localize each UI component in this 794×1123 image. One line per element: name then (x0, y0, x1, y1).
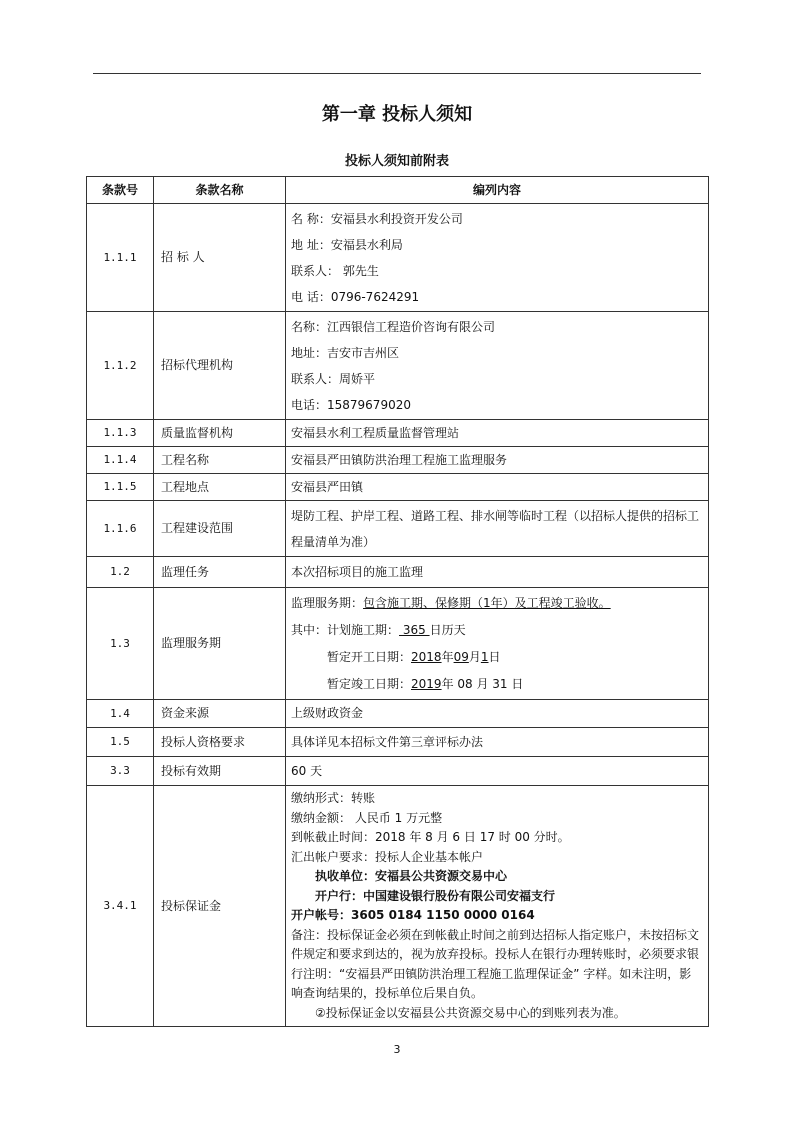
tenderer-phone: 电 话：0796-7624291 (291, 289, 420, 304)
tenderer-address: 地 址：安福县水利局 (291, 237, 403, 252)
instructions-table (86, 176, 709, 1027)
clause-no: 3.4.1 (87, 786, 154, 1027)
clause-content: 具体详见本招标文件第三章评标办法 (286, 728, 709, 757)
table-row (87, 204, 709, 312)
deposit-note-2: ②投标保证金以安福县公共资源交易中心的到账列表为准。 (315, 1005, 626, 1020)
page-number: 3 (393, 1043, 401, 1056)
clause-content: 60 天 (286, 757, 709, 786)
clause-name: 监理任务 (154, 557, 286, 588)
clause-content: 上级财政资金 (286, 700, 709, 728)
construction-period-line: 其中：计划施工期： 365 日历天 (291, 622, 466, 637)
clause-no: 1.5 (87, 728, 154, 757)
clause-no: 1.1.2 (87, 312, 154, 420)
clause-name: 招标代理机构 (154, 312, 286, 420)
clause-name: 工程建设范围 (154, 501, 286, 557)
clause-name: 招 标 人 (154, 204, 286, 312)
table-row (87, 420, 709, 447)
table-title: 投标人须知前附表 (344, 154, 449, 169)
clause-name: 投标有效期 (154, 757, 286, 786)
agency-phone: 电话：15879679020 (291, 397, 411, 412)
agency-address: 地址：吉安市吉州区 (291, 345, 400, 360)
table-row (87, 501, 709, 557)
table-row (87, 474, 709, 501)
clause-no: 1.1.3 (87, 420, 154, 447)
clause-content (286, 312, 709, 420)
header-rule (93, 73, 701, 74)
receiving-unit: 执收单位：安福县公共资源交易中心 (315, 869, 508, 883)
table-row (87, 312, 709, 420)
start-date-line: 暂定开工日期：2018年09月1日 (327, 649, 501, 664)
bank-name: 开户行：中国建设银行股份有限公司安福支行 (315, 888, 556, 903)
payment-amount: 缴纳金额： 人民币 1 万元整 (291, 810, 443, 825)
clause-no: 1.1.6 (87, 501, 154, 557)
payment-method: 缴纳形式：转账 (291, 791, 376, 805)
table-row (87, 447, 709, 474)
clause-name: 质量监督机构 (154, 420, 286, 447)
clause-no: 1.1.5 (87, 474, 154, 501)
clause-name: 监理服务期 (154, 588, 286, 700)
service-period-line: 监理服务期：包含施工期、保修期（1年）及工程竣工验收。 (291, 595, 611, 610)
clause-content: 本次招标项目的施工监理 (286, 557, 709, 588)
table-row (87, 728, 709, 757)
end-date-line: 暂定竣工日期：2019年 08 月 31 日 (327, 676, 524, 691)
clause-content (286, 786, 709, 1027)
header-clause-name: 条款名称 (154, 177, 286, 204)
table-header-row (87, 177, 709, 204)
header-clause-no: 条款号 (87, 177, 154, 204)
clause-content: 安福县水利工程质量监督管理站 (286, 420, 709, 447)
clause-no: 1.2 (87, 557, 154, 588)
payment-deadline: 到帐截止时间：2018 年 8 月 6 日 17 时 00 分时。 (291, 830, 570, 844)
agency-contact: 联系人：周娇平 (291, 371, 376, 386)
chapter-title: 第一章 投标人须知 (321, 104, 473, 125)
clause-no: 1.4 (87, 700, 154, 728)
table-row (87, 786, 709, 1027)
agency-name: 名称：江西银信工程造价咨询有限公司 (291, 319, 496, 334)
clause-no: 1.1.1 (87, 204, 154, 312)
deposit-note: 备注：投标保证金必须在到帐截止时间之前到达招标人指定账户，未按招标文件规定和要求到达的，视为放弃投标。投标人在银行办理转账时，必须要求银行注明：“安福县严田镇防洪治理工程施工监理保证金” 字样。如未注明，影响查询结果的，投标单位后果自负。 (291, 927, 700, 1000)
table-row (87, 588, 709, 700)
clause-content: 堤防工程、护岸工程、道路工程、排水闸等临时工程（以招标人提供的招标工程量清单为准） (286, 501, 709, 557)
clause-content: 安福县严田镇防洪治理工程施工监理服务 (286, 447, 709, 474)
clause-content (286, 588, 709, 700)
clause-content: 安福县严田镇 (286, 474, 709, 501)
clause-name: 投标保证金 (154, 786, 286, 1027)
clause-content (286, 204, 709, 312)
table-row (87, 757, 709, 786)
clause-no: 1.1.4 (87, 447, 154, 474)
clause-name: 工程地点 (154, 474, 286, 501)
table-row (87, 700, 709, 728)
table-row (87, 557, 709, 588)
clause-no: 1.3 (87, 588, 154, 700)
clause-name: 工程名称 (154, 447, 286, 474)
account-requirement: 汇出帐户要求：投标人企业基本帐户 (291, 849, 484, 864)
tenderer-name: 名 称：安福县水利投资开发公司 (291, 211, 463, 226)
clause-name: 投标人资格要求 (154, 728, 286, 757)
clause-name: 资金来源 (154, 700, 286, 728)
clause-no: 3.3 (87, 757, 154, 786)
tenderer-contact: 联系人： 郭先生 (291, 263, 379, 278)
header-content: 编列内容 (286, 177, 709, 204)
bank-account: 开户帐号：3605 0184 1150 0000 0164 (291, 908, 535, 922)
